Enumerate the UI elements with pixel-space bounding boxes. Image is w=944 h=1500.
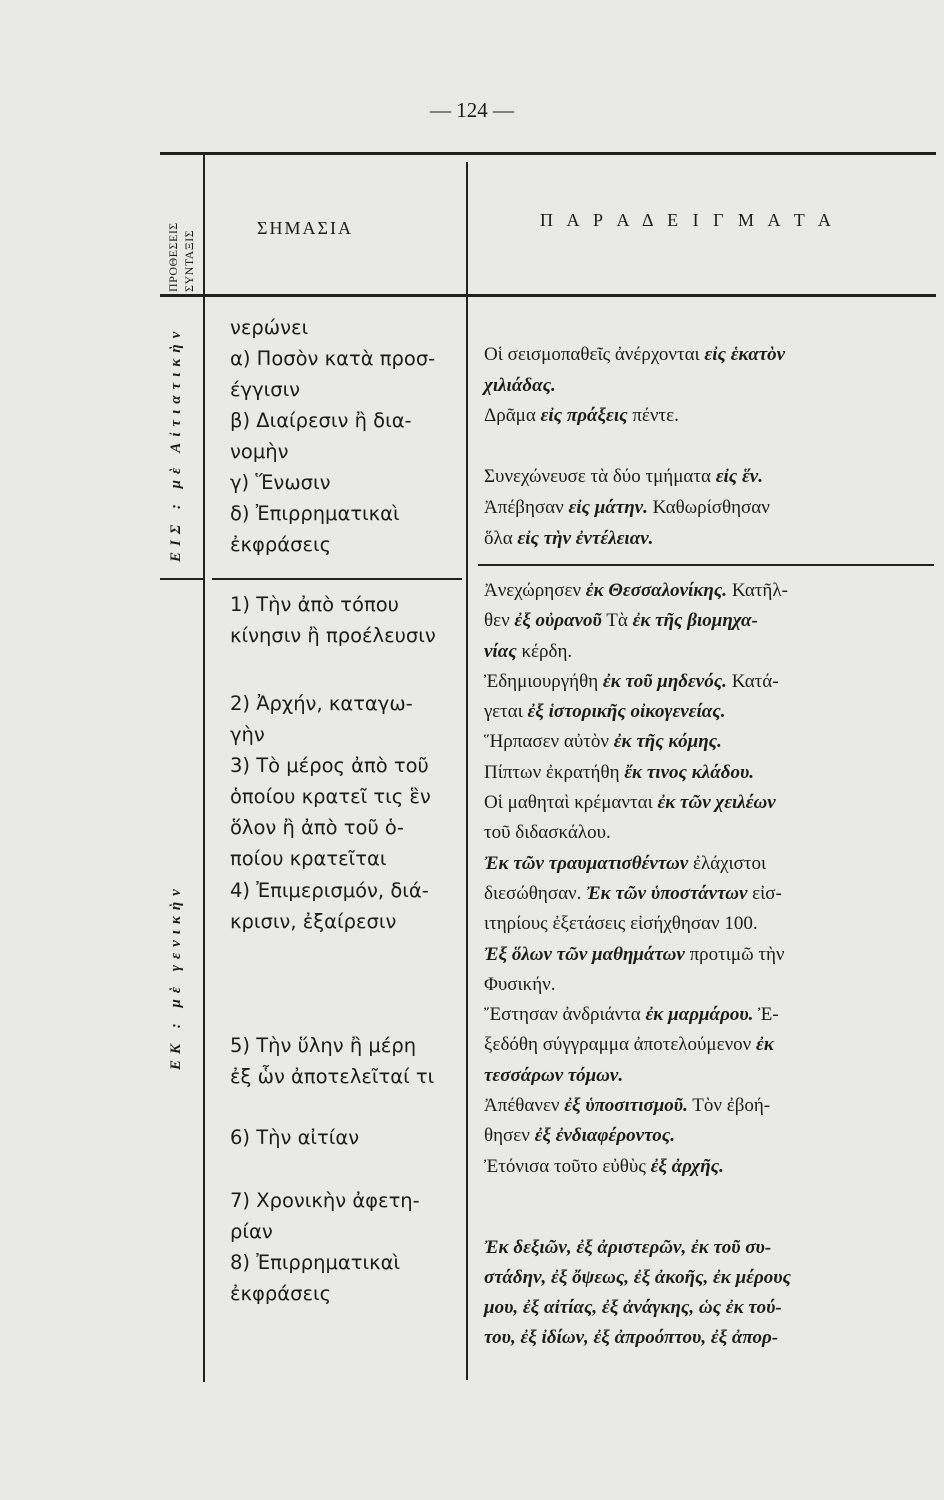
preposition-phrase: ἐκ <box>756 1034 774 1056</box>
example-line <box>484 758 936 788</box>
ek-meaning-line: κίνησιν ἢ προέλευσιν <box>230 624 436 647</box>
preposition-phrase: ἐκ Θεσσαλονίκης. <box>585 580 728 601</box>
section-label-eis: ΕΙΣ : μὲ Αἰτιατικὴν <box>168 325 184 562</box>
preposition-phrase: ἐκ τῆς κόμης. <box>613 731 722 753</box>
example-line <box>484 1152 936 1182</box>
example-text: ἐλάχιστοι <box>688 852 767 874</box>
example-text: πέντε. <box>627 405 679 427</box>
example-text: ξεδόθη σύγγραμμα ἀποτελούμενον <box>484 1034 757 1056</box>
example-line <box>484 727 936 757</box>
example-line <box>484 1000 936 1030</box>
page-number: — 124 — <box>430 98 514 122</box>
example-text: γεται <box>484 701 528 723</box>
header-meaning: ΣΗΜΑΣΙΑ <box>257 218 353 238</box>
table-top-rule <box>160 152 936 155</box>
example-line <box>484 697 936 727</box>
example-line <box>484 1263 936 1293</box>
example-text: κέρδη. <box>516 640 573 662</box>
example-line <box>484 1233 936 1263</box>
eis-ek-divider-right <box>478 564 934 566</box>
example-text: εἰσ- <box>747 882 782 904</box>
example-line <box>484 879 936 909</box>
ek-meaning-line: γὴν <box>230 723 265 746</box>
example-line <box>484 1121 936 1151</box>
ek-meaning-line: 2) Ἀρχήν, καταγω- <box>230 692 413 715</box>
preposition-phrase: χιλιάδας. <box>484 374 556 396</box>
example-text: Τὸν ἐβοή- <box>687 1095 771 1117</box>
example-text: Ἀπέβησαν <box>484 496 569 518</box>
example-text: Οἱ μαθηταὶ κρέμανται <box>484 792 658 814</box>
example-text: Δρᾶμα <box>484 405 541 427</box>
example-line <box>484 462 936 493</box>
ek-meaning-item <box>230 1122 470 1153</box>
eis-ek-divider-mid <box>212 578 462 580</box>
preposition-phrase: τεσσάρων τόμων. <box>484 1064 624 1086</box>
eis-meaning-line: νερώνει <box>230 316 309 339</box>
header-prepositions: ΠΡΟΘΕΣΕΙΣ <box>166 222 180 292</box>
ek-meaning-item <box>230 589 470 651</box>
ek-meaning-line: ρίαν <box>230 1220 273 1243</box>
preposition-phrase: Ἐκ δεξιῶν, ἐξ ἀριστερῶν, ἐκ τοῦ συ- <box>484 1237 772 1258</box>
example-text: προτιμῶ τὴν <box>684 943 785 965</box>
example-line <box>484 1091 936 1121</box>
example-line <box>484 340 936 371</box>
example-line <box>484 606 936 636</box>
example-text: ὅλα <box>484 527 518 549</box>
example-text: διεσώθησαν. <box>484 882 587 904</box>
example-text: θησεν <box>484 1125 535 1147</box>
eis-meaning-line: έγγισιν <box>230 378 301 401</box>
preposition-phrase: ἐξ ἀρχῆς. <box>650 1155 724 1177</box>
example-text: Καθωρίσθησαν <box>647 496 770 518</box>
example-text: θεν <box>484 610 515 632</box>
ek-meaning-line: 6) Τὴν αἰτίαν <box>230 1126 360 1149</box>
example-text: Ἐδημιουργήθη <box>484 670 603 692</box>
example-line <box>484 788 936 818</box>
ek-meaning-line: κρισιν, ἐξαίρεσιν <box>230 910 397 933</box>
example-line <box>484 909 936 939</box>
example-line <box>484 1293 936 1323</box>
eis-meaning-line: ἐκφράσεις <box>230 533 332 556</box>
example-line <box>484 576 936 606</box>
preposition-phrase: μου, ἐξ αἰτίας, ἐξ ἀνάγκης, ὡς ἐκ τού- <box>484 1297 782 1318</box>
preposition-phrase: νίας <box>484 640 517 662</box>
ek-meaning-line: ὁποίου κρατεῖ τις ἓν <box>230 785 431 808</box>
ek-meaning-line: 3) Τὸ μέρος ἀπὸ τοῦ <box>230 754 429 777</box>
example-line <box>484 1323 936 1353</box>
example-line <box>484 432 936 463</box>
example-text: Ἐτόνισα τοῦτο εὐθὺς <box>484 1155 651 1177</box>
preposition-phrase: εἰς ἑκατὸν <box>704 344 786 365</box>
eis-meaning-line: γ) Ἕνωσιν <box>230 471 331 494</box>
ek-meaning-line: 4) Ἐπιμερισμόν, διά- <box>230 879 429 902</box>
example-line <box>484 1061 936 1091</box>
example-text: Οἱ σεισμοπαθεῖς ἀνέρχονται <box>484 344 705 365</box>
preposition-phrase: ἐξ οὐρανοῦ <box>514 610 602 632</box>
example-line <box>484 637 936 667</box>
preposition-phrase: στάδην, ἐξ ὄψεως, ἐξ ἀκοῆς, ἐκ μέρους <box>484 1267 792 1288</box>
example-text: Πίπτων ἐκρατήθη <box>484 761 625 783</box>
example-line <box>484 371 936 402</box>
example-line <box>484 970 936 1000</box>
ek-meaning-line: 5) Τὴν ὕλην ἢ μέρη <box>230 1034 417 1057</box>
preposition-phrase: του, ἐξ ἰδίων, ἐξ ἀπροόπτου, ἐξ ἀπορ- <box>484 1327 779 1348</box>
preposition-phrase: Ἐξ ὅλων τῶν μαθημάτων <box>484 943 685 965</box>
example-text: Ἀνεχώρησεν <box>484 580 586 601</box>
preposition-phrase: εἰς πράξεις <box>540 405 628 427</box>
header-bottom-rule <box>160 294 936 297</box>
preposition-phrase: ἐξ ἐνδιαφέροντος. <box>534 1125 675 1147</box>
example-line <box>484 818 936 848</box>
column-divider-1 <box>203 152 205 1382</box>
preposition-phrase: ἐξ ἱστορικῆς οἰκογενείας. <box>527 701 726 723</box>
preposition-phrase: ἐξ ὑποσιτισμοῦ. <box>564 1095 688 1117</box>
example-line <box>484 667 936 697</box>
ek-meaning-line: ὅλον ἢ ἀπὸ τοῦ ὁ- <box>230 816 404 839</box>
example-line <box>484 849 936 879</box>
preposition-phrase: εἰς μάτην. <box>568 496 648 518</box>
example-text: Κατῆλ- <box>727 580 788 601</box>
preposition-phrase: Ἐκ τῶν ὑποστάντων <box>586 882 748 904</box>
example-line <box>484 524 936 555</box>
preposition-phrase: ἐκ τῶν χειλέων <box>657 792 776 814</box>
preposition-phrase: ἔκ τινος κλάδου. <box>624 761 755 783</box>
eis-meanings <box>230 312 470 560</box>
ek-meaning-line: ποίου κρατεῖται <box>230 847 387 870</box>
ek-meaning-line: ἐξ ὧν ἀποτελεῖταί τι <box>230 1065 435 1088</box>
ek-meaning-item <box>230 750 470 874</box>
header-examples: Π Α Ρ Α Δ Ε Ι Γ Μ Α Τ Α <box>540 210 836 230</box>
preposition-phrase: ἐκ μαρμάρου. <box>645 1004 754 1026</box>
example-text: Ἀπέθανεν <box>484 1095 565 1117</box>
eis-examples <box>484 340 936 554</box>
example-text: Ἥρπασεν αὐτὸν <box>484 731 614 753</box>
example-line <box>484 401 936 432</box>
preposition-phrase: εἰς τὴν ἐντέλειαν. <box>517 527 654 549</box>
example-text: ιτηρίους ἐξετάσεις εἰσήχθησαν 100. <box>484 913 758 935</box>
ek-meaning-line: 7) Χρονικὴν ἀφετη- <box>230 1189 420 1212</box>
section-label-ek: ΕΚ : μὲ γενικὴν <box>168 883 184 1070</box>
example-text: Τὰ <box>601 610 633 632</box>
ek-meaning-item <box>230 688 470 750</box>
example-line <box>484 1030 936 1060</box>
ek-meaning-line: 1) Τὴν ἀπὸ τόπου <box>230 593 399 616</box>
example-text: Κατά- <box>726 670 779 692</box>
ek-examples-adverbial <box>484 1233 936 1353</box>
header-syntax: ΣΥΝΤΑΞΙΣ <box>182 229 196 292</box>
example-text: τοῦ διδασκάλου. <box>484 822 611 844</box>
ek-meaning-line: 8) Ἐπιρρηματικαὶ <box>230 1251 401 1274</box>
example-text: Συνεχώνευσε τὰ δύο τμήματα <box>484 466 716 488</box>
ek-meaning-item <box>230 1185 470 1247</box>
eis-meaning-line: β) Διαίρεσιν ἢ δια- <box>230 409 412 432</box>
example-line <box>484 940 936 970</box>
eis-ek-divider-left <box>160 578 203 580</box>
preposition-phrase: ἐκ τῆς βιομηχα- <box>632 610 758 632</box>
preposition-phrase: ἐκ τοῦ μηδενός. <box>602 670 727 692</box>
ek-examples <box>484 576 936 1182</box>
eis-meaning-line: δ) Ἐπιρρηματικαὶ <box>230 502 400 525</box>
ek-meaning-item <box>230 875 470 937</box>
example-text: Ἔστησαν ἀνδριάντα <box>484 1004 646 1026</box>
example-text: Ἐ- <box>753 1004 779 1026</box>
eis-meaning-line: νομὴν <box>230 440 289 463</box>
example-line <box>484 493 936 524</box>
ek-meaning-line: ἐκφράσεις <box>230 1282 332 1305</box>
ek-meaning-item <box>230 1030 470 1092</box>
eis-meaning-line: α) Ποσὸν κατὰ προσ- <box>230 347 436 370</box>
preposition-phrase: εἰς ἕν. <box>715 466 763 488</box>
example-text: Φυσικήν. <box>484 973 556 995</box>
ek-meaning-item <box>230 1247 470 1309</box>
preposition-phrase: Ἐκ τῶν τραυματισθέντων <box>484 852 689 874</box>
